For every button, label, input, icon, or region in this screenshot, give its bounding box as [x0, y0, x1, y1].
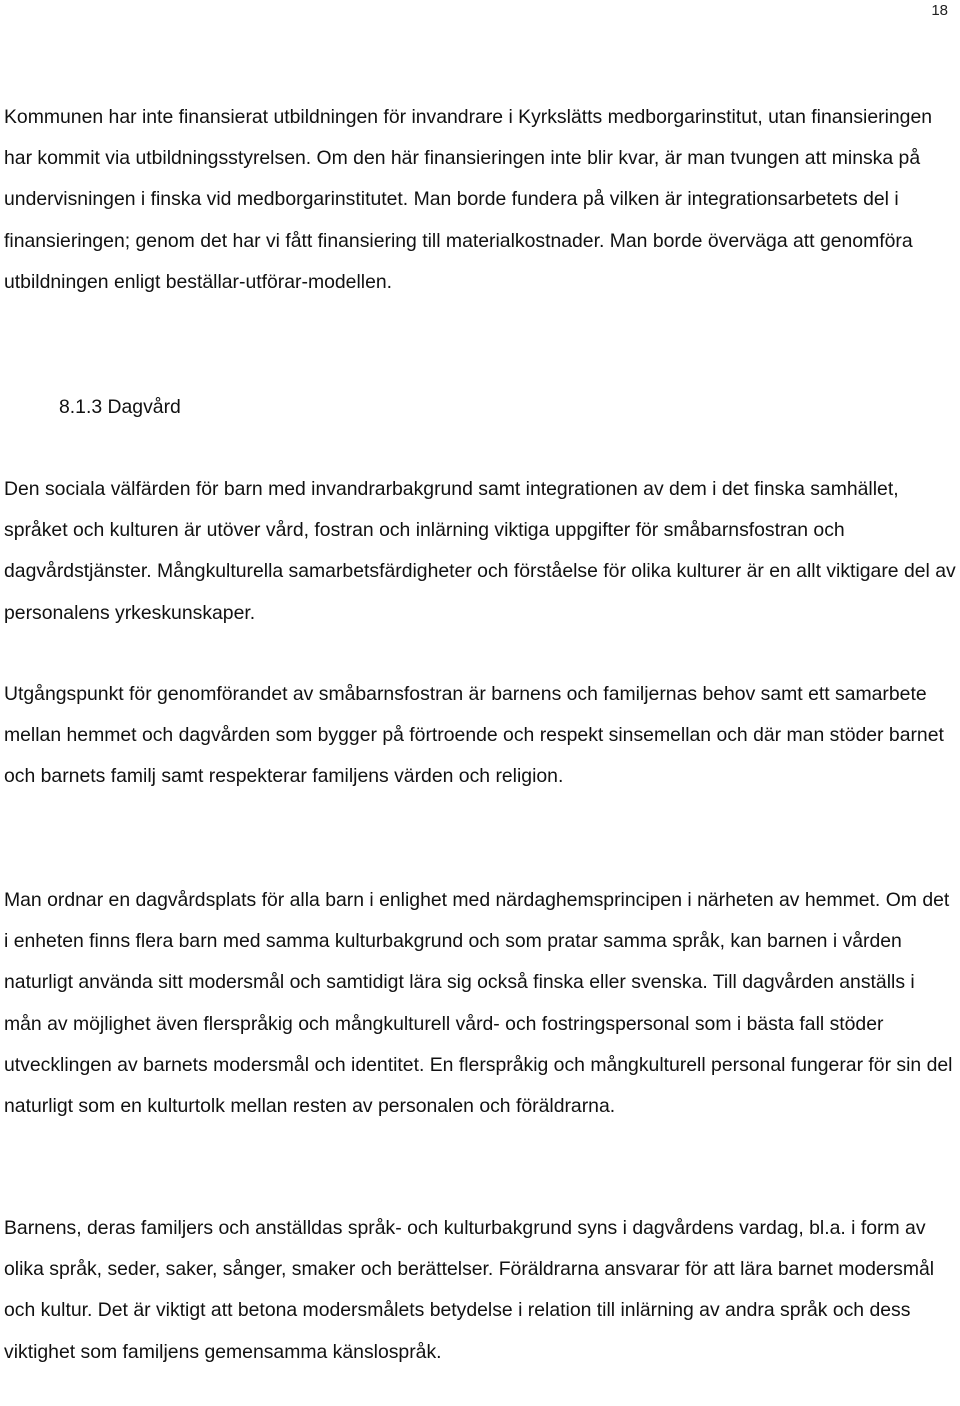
paragraph-daycare-place: Man ordnar en dagvårdsplats för alla barn i enlighet med närdaghemsprincipen i närheten av hemmet. Om det i enheten finns flera barn med samma kulturbakgrund och som pratar samma språk, kan barnen i vården naturligt använda sitt modersmål och samtidigt lära sig också finska eller svenska. Till dagvården anställs i mån av möjlighet även flerspråkig och mångkulturell vård- och fostringspersonal som i bästa fall stöder utvecklingen av barnets modersmål och identitet. En flerspråkig och mångkulturell personal fungerar för sin del naturligt som en kulturtolk mellan resten av personalen och föräldrarna. — [4, 889, 953, 1118]
paragraph-language-culture: Barnens, deras familjers och anställdas språk- och kulturbakgrund syns i dagvårdens vardag, bl.a. i form av olika språk, seder, saker, sånger, smaker och berättelser. Föräldrarna ansvarar för att lära barnet modersmål och kultur. Det är viktigt att betona modersmålets betydelse i relation till inlärning av andra språk och dess viktighet som familjens gemensamma känslospråk. — [4, 1217, 935, 1363]
paragraph-financing: Kommunen har inte finansierat utbildningen för invandrare i Kyrkslätts medborgarinstitut, utan finansieringen har kommit via utbildningsstyrelsen. Om den här finansieringen inte blir kvar, är man tvungen att minska på undervisningen i finska vid medborgarinstitutet. Man borde fundera på vilken är integrationsarbetets del i finansieringen; genom det har vi fått finansiering till materialkostnader. Man borde överväga att genomföra utbildningen enligt beställar-utförar-modellen. — [4, 106, 933, 293]
page-number: 18 — [931, 2, 948, 19]
section-heading-dagvard: 8.1.3 Dagvård — [59, 396, 181, 418]
paragraph-starting-point: Utgångspunkt för genomförandet av småbarnsfostran är barnens och familjernas behov samt ett samarbete mellan hemmet och dagvården som bygger på förtroende och respekt sinsemellan och där man stöder barnet och barnets familj samt respekterar familjens värden och religion. — [4, 683, 944, 788]
paragraph-social-welfare: Den sociala välfärden för barn med invandrarbakgrund samt integrationen av dem i det finska samhället, språket och kulturen är utöver vård, fostran och inlärning viktiga uppgifter för småbarnsfostran och dagvårdstjänster. Mångkulturella samarbetsfärdigheter och förståelse för olika kulturer är en allt viktigare del av personalens yrkeskunskaper. — [4, 478, 956, 624]
